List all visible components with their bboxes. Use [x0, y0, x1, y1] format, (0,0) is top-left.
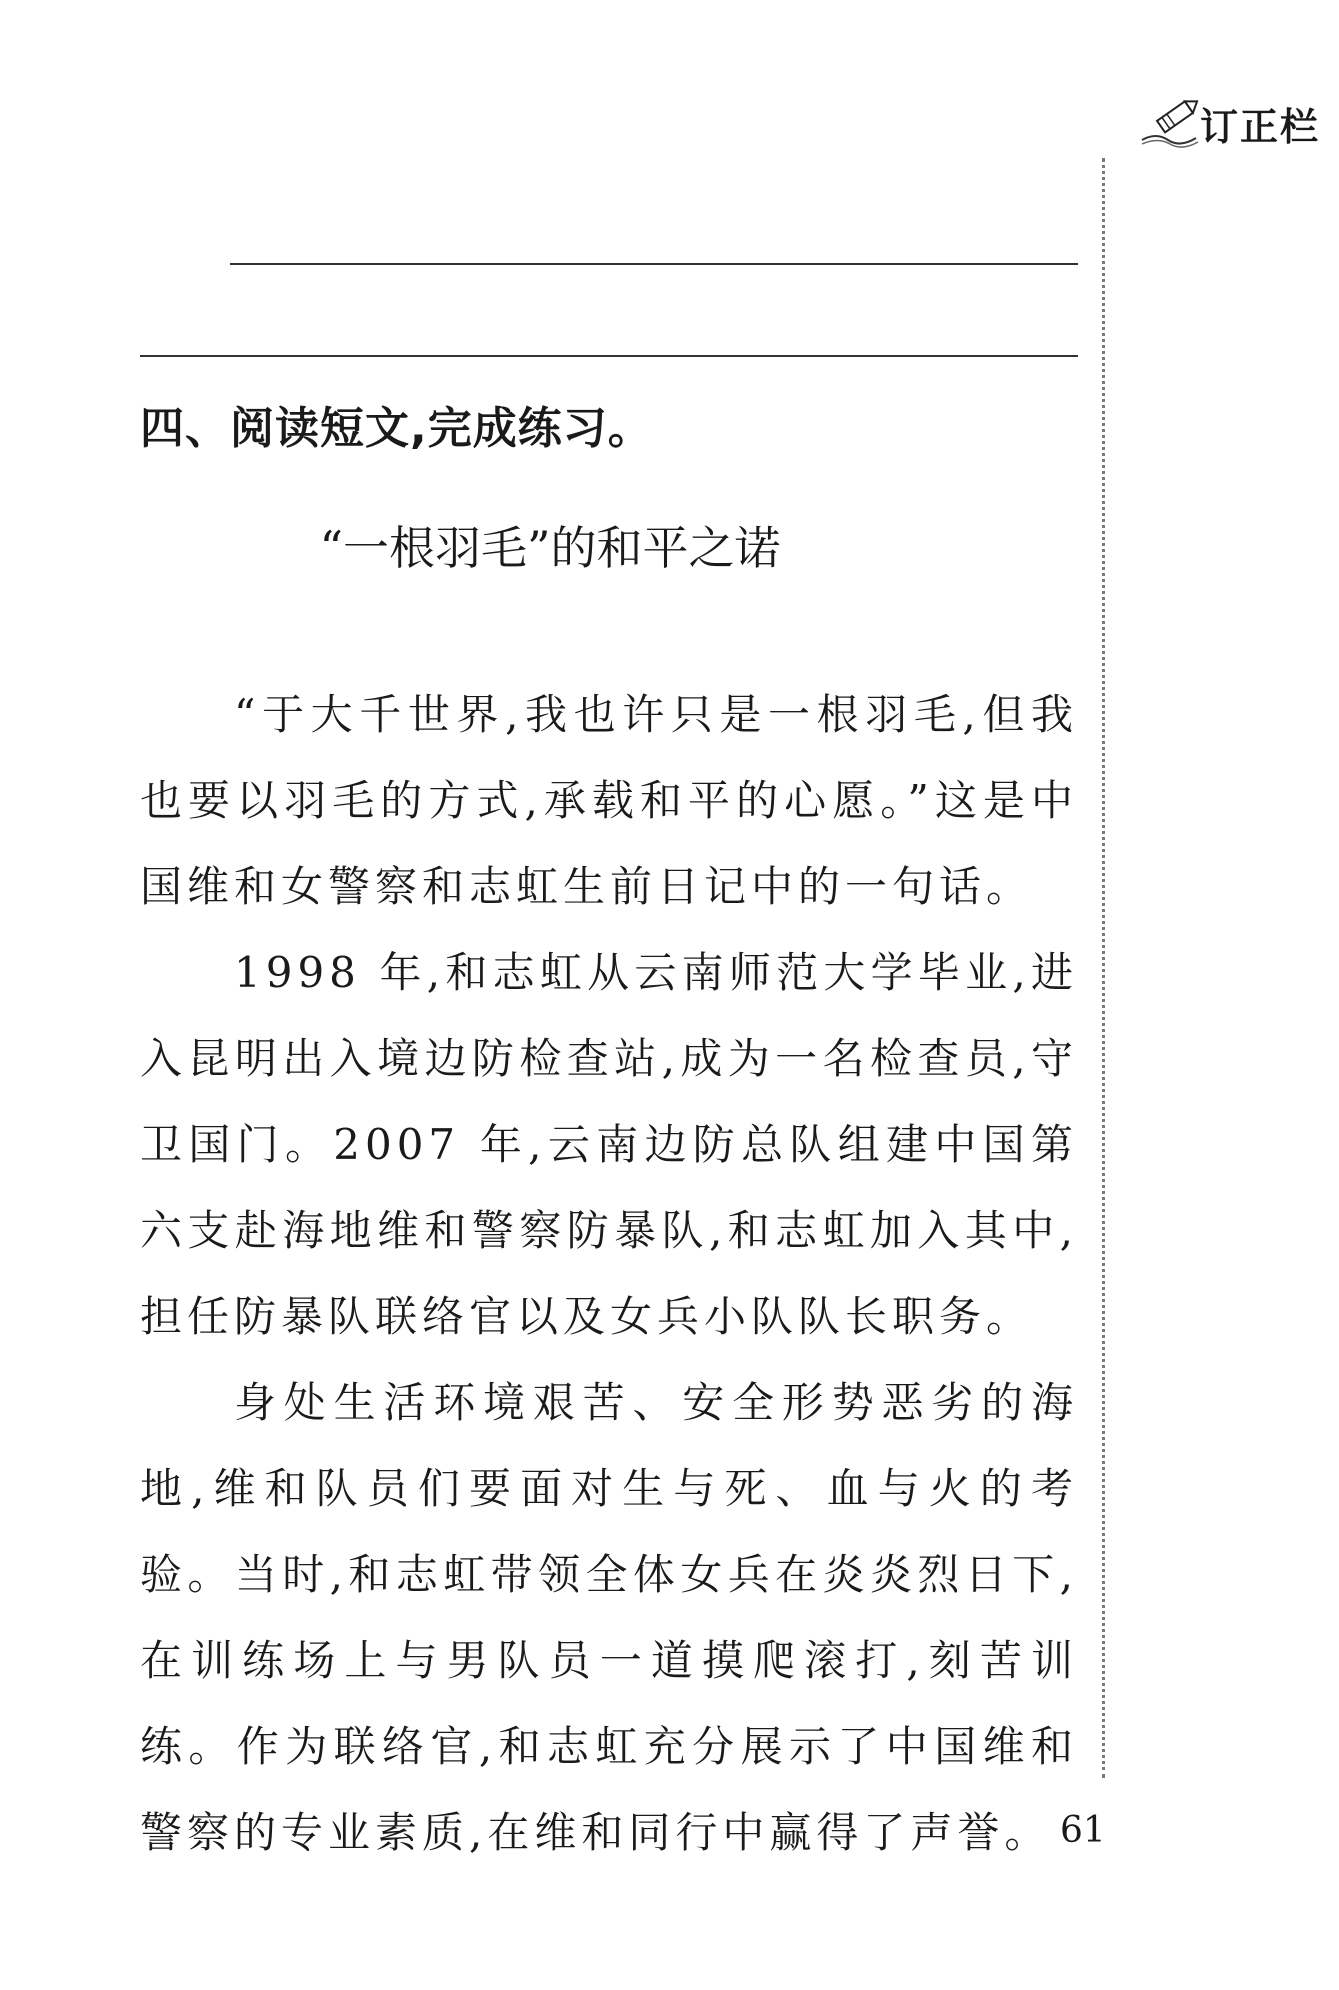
article-paragraph: 身处生活环境艰苦、安全形势恶劣的海地,维和队员们要面对生与死、血与火的考验。当时,和志虹带领全体女兵在炎炎烈日下,在训练场上与男队员一道摸爬滚打,刻苦训练。作为联络官,和志虹充分展示了中国维和警察的专业素质,在维和同行中赢得了声誉。 — [140, 1378, 1078, 1857]
page-number: 61 — [1060, 1810, 1106, 1851]
answer-line[interactable] — [140, 355, 1078, 357]
correction-column-label: 订正栏 — [1200, 105, 1321, 149]
correction-column-divider — [1102, 158, 1105, 1778]
section-heading: 四、阅读短文,完成练习。 — [140, 403, 653, 454]
answer-line[interactable] — [230, 263, 1078, 265]
article-paragraph: 1998 年,和志虹从云南师范大学毕业,进入昆明出入境边防检查站,成为一名检查员,守卫国门。2007 年,云南边防总队组建中国第六支赴海地维和警察防暴队,和志虹加入其中,担任防暴队联络官以及女兵小队队长职务。 — [140, 948, 1078, 1341]
pencil-icon — [1140, 92, 1204, 148]
article-title: “一根羽毛”的和平之诺 — [319, 521, 781, 575]
correction-column-header — [1080, 92, 1339, 152]
article-paragraph: “于大千世界,我也许只是一根羽毛,但我也要以羽毛的方式,承载和平的心愿。”这是中国维和女警察和志虹生前日记中的一句话。 — [140, 690, 1078, 911]
